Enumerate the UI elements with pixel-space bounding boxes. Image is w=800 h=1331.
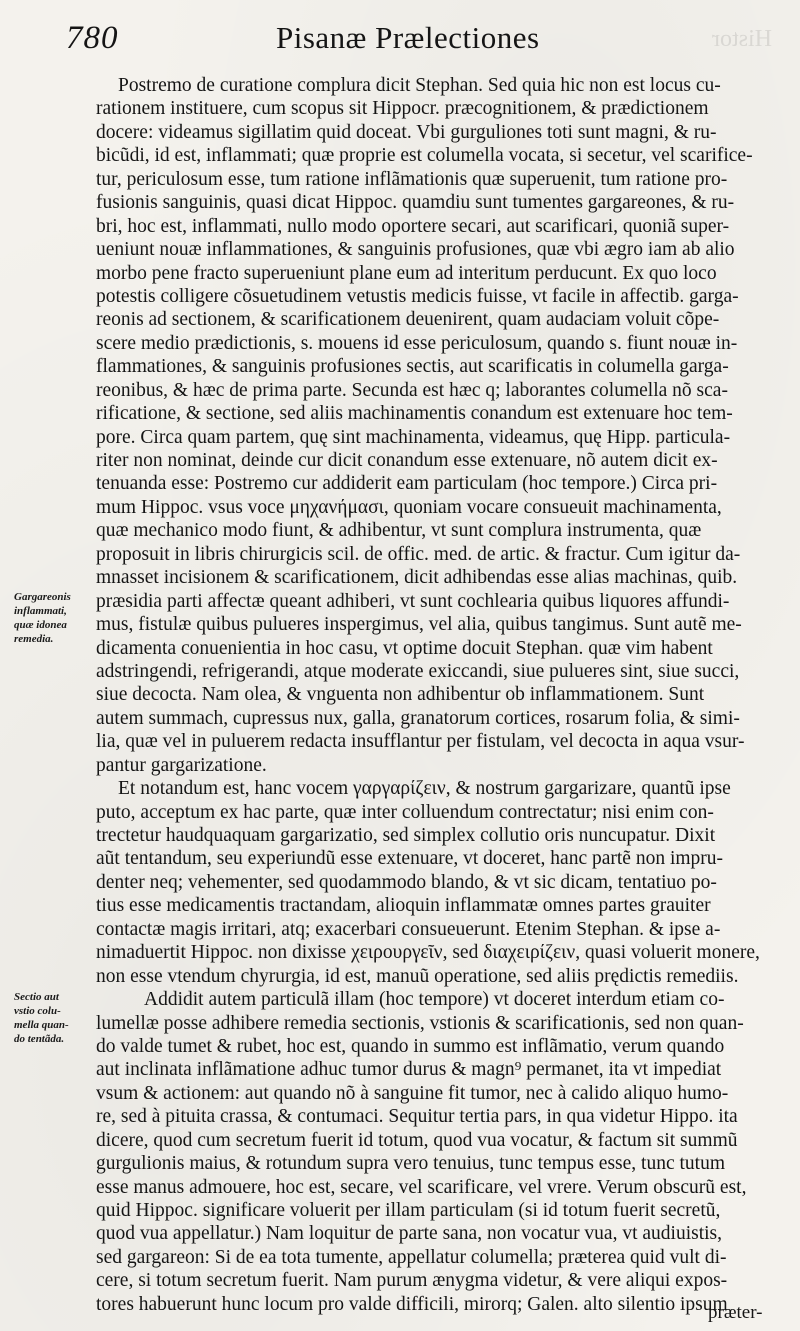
text-line: reonis ad sectionem, & scarificationem deuenirent, quam audaciam voluit cõpe-	[96, 309, 720, 331]
text-line: riter non nominat, deinde cur dicit conandum esse extenuare, nõ autem dicit ex-	[96, 450, 718, 471]
margin-note-line: vstio colu-	[14, 1005, 61, 1017]
text-line: scere medio prædictionis, s. mouens id esse periculosum, quando s. fiunt nouæ in-	[96, 332, 738, 354]
text-line: tenuanda esse: Postremo cur addiderit eam particulam (hoc tempore.) Circa pri-	[96, 473, 718, 495]
text-line: do valde tumet & rubet, hoc est, quando in summo est inflãmatio, verum quando	[96, 1035, 725, 1057]
text-line: pantur gargarizatione.	[96, 754, 267, 776]
text-line: aũt tentandum, seu experiundũ esse extenuare, vt doceret, hanc partẽ non impru-	[96, 848, 724, 870]
margin-note-line: Gargareonis	[14, 591, 71, 603]
text-line: fusionis sanguinis, quasi dicat Hippoc. quamdiu sunt tumentes gargareones, & ru-	[96, 192, 735, 214]
page-header	[66, 18, 766, 60]
margin-note-line: remedia.	[14, 633, 54, 645]
text-line: Postremo de curatione complura dicit Stephan. Sed quia hic non est locus cu-	[118, 75, 721, 96]
text-line: proposuit in libris chirurgicis scil. de offic. med. de artic. & fractur. Cum igitur da-	[96, 543, 741, 565]
text-line: gurgulionis maius, & rotundum supra vero tenuius, tunc tempus esse, tunc tutum	[96, 1153, 725, 1175]
margin-note-line: Sectio aut	[14, 991, 59, 1003]
text-line: sed gargareon: Si de ea tota tumente, appellatur columella; præterea quid vult di-	[96, 1246, 727, 1268]
text-line: tur, periculosum esse, tum ratione inflãmationis quæ superuenit, tum ratione pro-	[96, 168, 728, 190]
text-line: denter neq; vehementer, sed quodammodo blando, & vt sic dicam, tentatiuo po-	[96, 871, 717, 893]
text-line: mum Hippoc. vsus voce μηχανήμασι, quoniam vocare consueuit machinamenta,	[96, 496, 722, 518]
text-line: aut inclinata inflãmatione adhuc tumor durus & magn⁹ permanet, ita vt impediat	[96, 1059, 722, 1081]
catchword: præter-	[708, 1302, 763, 1323]
text-line: reonibus, & hæc de prima parte. Secunda est hæc q; laborantes columella nõ sca-	[96, 379, 728, 401]
text-line: mnasset incisionem & scarificationem, dicit adhibendas esse alias machinas, quib.	[96, 567, 738, 589]
text-line: esse manus admouere, hoc est, secare, vel scarificare, vel vrere. Verum obscurũ est,	[96, 1176, 747, 1198]
text-line: nimaduertit Hippoc. non dixisse χειρουργεῖν, sed διαχειρίζειν, quasi voluerit monere,	[96, 942, 760, 964]
text-line: mus, fistulæ quibus pulueres inspergimus, vel alia, quibus tangimus. Sunt autẽ me-	[96, 614, 742, 636]
text-line: lia, quæ vel in puluerem redacta insufflantur per fistulam, vel decocta in aqua vsur-	[96, 731, 745, 753]
text-line: re, sed à pituita crassa, & contumaci. Sequitur tertia pars, in qua videtur Hippo. ita	[96, 1106, 738, 1128]
text-line: trectetur haudquaquam gargarizatio, sed simplex collutio oris nuncupatur. Dixit	[96, 825, 716, 846]
text-line: morbo pene fracto superueniunt plane eum ad interitum perducunt. Ex quo loco	[96, 262, 717, 284]
bleed-through-text: Histor	[712, 26, 772, 52]
text-line: bicũdi, id est, inflammati; quæ proprie est columella vocata, si secetur, vel scarifice-	[96, 145, 753, 167]
margin-note-gargareonis	[14, 590, 96, 646]
text-line: quid Hippoc. significare voluerit per illam particulam (si id totum fuerit secretũ,	[96, 1200, 721, 1221]
margin-note-line: quæ idonea	[14, 619, 67, 631]
main-text-block	[96, 74, 768, 1316]
text-line: flammationes, & sanguinis profusiones sectis, aut scarificatis in columella garga-	[96, 356, 729, 378]
text-line: pore. Circa quam partem, quę sint machinamenta, videamus, quę Hipp. particula-	[96, 426, 731, 448]
text-line: Addidit autem particulã illam (hoc tempore) vt doceret interdum etiam co-	[144, 989, 725, 1011]
text-line: siue decocta. Nam olea, & vnguenta non adhibentur ob inflammationem. Sunt	[96, 684, 705, 706]
text-line: contactæ magis irritari, atq; exacerbari consueuerunt. Etenim Stephan. & ipse a-	[96, 918, 721, 940]
text-line: ueniunt nouæ inflammationes, & sanguinis profusiones, quæ vbi ægro iam ab alio	[96, 239, 735, 261]
margin-note-line: do tentãda.	[14, 1033, 65, 1045]
text-line: lumellæ posse adhibere remedia sectionis, vstionis & scarificationis, sed non quan-	[96, 1012, 744, 1034]
margin-note-sectio	[14, 990, 94, 1046]
text-line: dicere, quod cum secretum fuerit id totum, quod vua vocatur, & factum sit summũ	[96, 1129, 738, 1151]
text-line: vsum & actionem: aut quando nõ à sanguine fit tumor, nec à calido aliquo humo-	[96, 1082, 729, 1104]
page-number: 780	[66, 20, 119, 56]
text-line: præsidia parti affectæ queant adhiberi, vt sunt cochlearia quibus liquores affundi-	[96, 590, 730, 612]
text-line: bri, hoc est, inflammati, nullo modo oportere secari, aut scarificari, quoniã super-	[96, 215, 730, 237]
text-line: non esse vtendum chyrurgia, id est, manuũ operatione, sed aliis prędictis remediis.	[96, 965, 739, 987]
running-title: Pisanæ Prælectiones	[276, 20, 540, 55]
text-line: docere: videamus sigillatim quid doceat. Vbi gurguliones toti sunt magni, & ru-	[96, 121, 717, 143]
text-line: tores habuerunt hunc locum pro valde difficili, mirorq; Galen. alto silentio ipsum	[96, 1293, 728, 1315]
text-line: rificatione, & sectione, sed aliis machinamentis conandum est extenuare hoc tem-	[96, 403, 733, 425]
text-line: quæ mechanico modo fiunt, & adhibentur, vt sunt complura instrumenta, quæ	[96, 520, 702, 542]
text-line: adstringendi, refrigerandi, atque moderate exiccandi, siue pulueres sint, siue succi,	[96, 660, 740, 682]
text-line: autem summach, cupressus nux, galla, granatorum cortices, rosarum folia, & simi-	[96, 707, 740, 729]
text-line: tius esse medicamentis tractandam, alioquin inflammatæ omnes partes grauiter	[96, 895, 711, 917]
text-line: potestis colligere cõsuetudinem vetustis medicis fuisse, vt facile in affectib. garga-	[96, 285, 739, 307]
text-line: dicamenta conuenientia in hoc casu, vt optime docuit Stephan. quæ vim habent	[96, 637, 713, 659]
text-line: quod vua appellatur.) Nam loquitur de parte sana, non vocatur vua, vt audiuistis,	[96, 1223, 723, 1245]
text-line: rationem instituere, cum scopus sit Hippocr. præcognitionem, & prædictionem	[96, 98, 709, 120]
margin-note-line: inflammati,	[14, 605, 67, 617]
text-line: Et notandum est, hanc vocem γαργαρίζειν, & nostrum gargarizare, quantũ ipse	[118, 778, 731, 800]
text-line: puto, acceptum ex hac parte, quæ inter colluendum contrectatur; nisi enim con-	[96, 801, 714, 823]
text-line: cere, si totum secretum fuerit. Nam purum ænygma videtur, & vere aliqui expos-	[96, 1270, 728, 1292]
margin-note-line: mella quan-	[14, 1019, 69, 1031]
